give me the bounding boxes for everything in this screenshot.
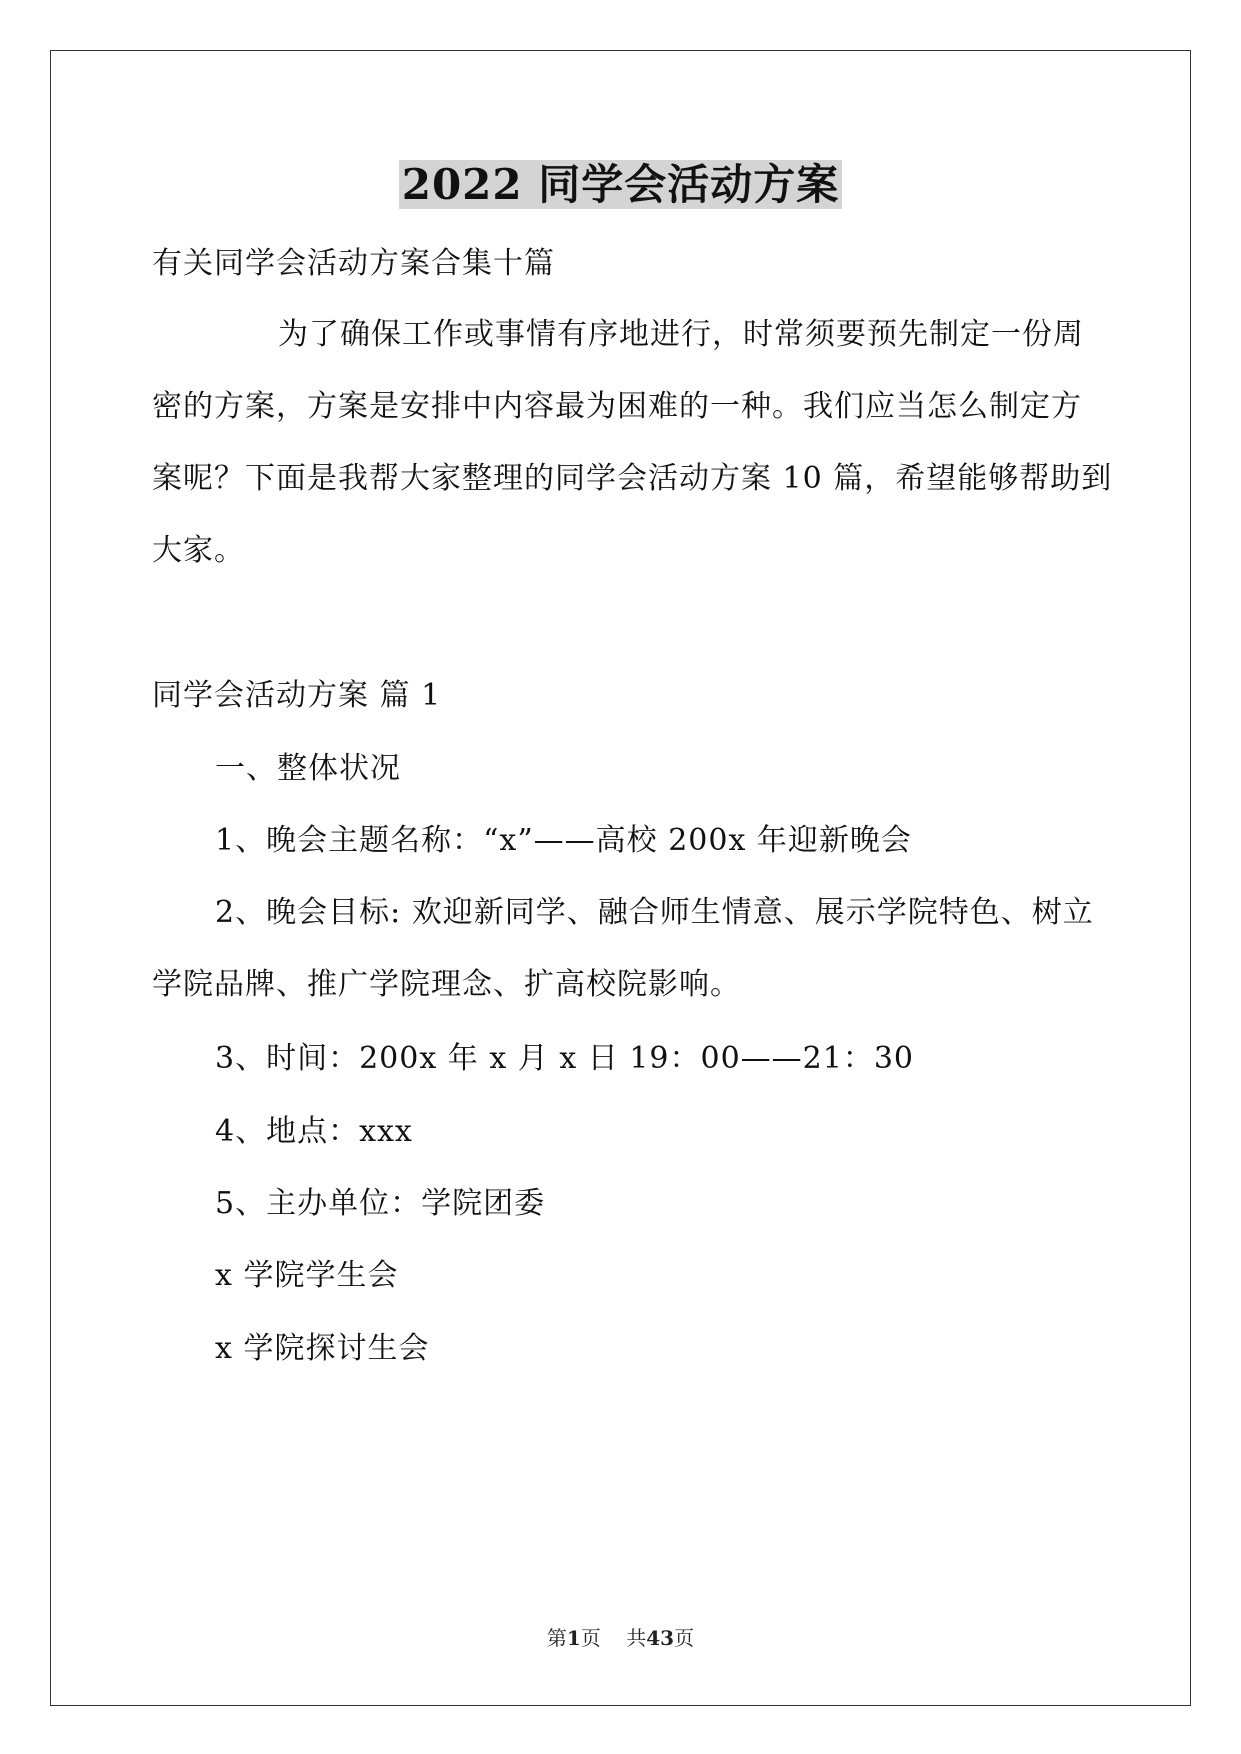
document-title-text: 2022 同学会活动方案 (399, 160, 843, 209)
footer-page-suffix: 页 (580, 1626, 601, 1650)
intro-line-4: 大家。 (152, 533, 245, 568)
body-line-4: 学院品牌、推广学院理念、扩高校院影响。 (152, 967, 741, 1002)
intro-line-3: 案呢？下面是我帮大家整理的同学会活动方案 10 篇，希望能够帮助到 (152, 461, 1113, 496)
footer-total-suffix: 页 (674, 1626, 695, 1650)
body-line-9: x 学院探讨生会 (215, 1331, 430, 1366)
body-line-7: 5、主办单位：学院团委 (215, 1186, 546, 1221)
body-line-6: 4、地点：xxx (215, 1114, 413, 1149)
body-line-5: 3、时间：200x 年 x 月 x 日 19：00——21：30 (215, 1041, 915, 1076)
footer-total-prefix: 共 (626, 1626, 647, 1650)
footer-total-pages: 43 (646, 1626, 675, 1650)
intro-line-2: 密的方案，方案是安排中内容最为困难的一种。我们应当怎么制定方 (152, 389, 1082, 424)
body-line-1: 一、整体状况 (215, 751, 401, 786)
document-title (0, 155, 1241, 215)
body-line-3: 2、晚会目标: 欢迎新同学、融合师生情意、展示学院特色、树立 (215, 895, 1094, 930)
document-subtitle: 有关同学会活动方案合集十篇 (152, 246, 555, 281)
page-footer (0, 1624, 1241, 1652)
body-line-2: 1、晚会主题名称：“x”——高校 200x 年迎新晚会 (215, 823, 912, 858)
intro-line-1: 为了确保工作或事情有序地进行，时常须要预先制定一份周 (278, 317, 1084, 352)
body-line-8: x 学院学生会 (215, 1258, 399, 1293)
footer-prefix: 第 (546, 1626, 567, 1650)
section-heading: 同学会活动方案 篇 1 (152, 678, 442, 713)
page-border (50, 50, 1191, 1706)
footer-page-number: 1 (566, 1626, 581, 1650)
